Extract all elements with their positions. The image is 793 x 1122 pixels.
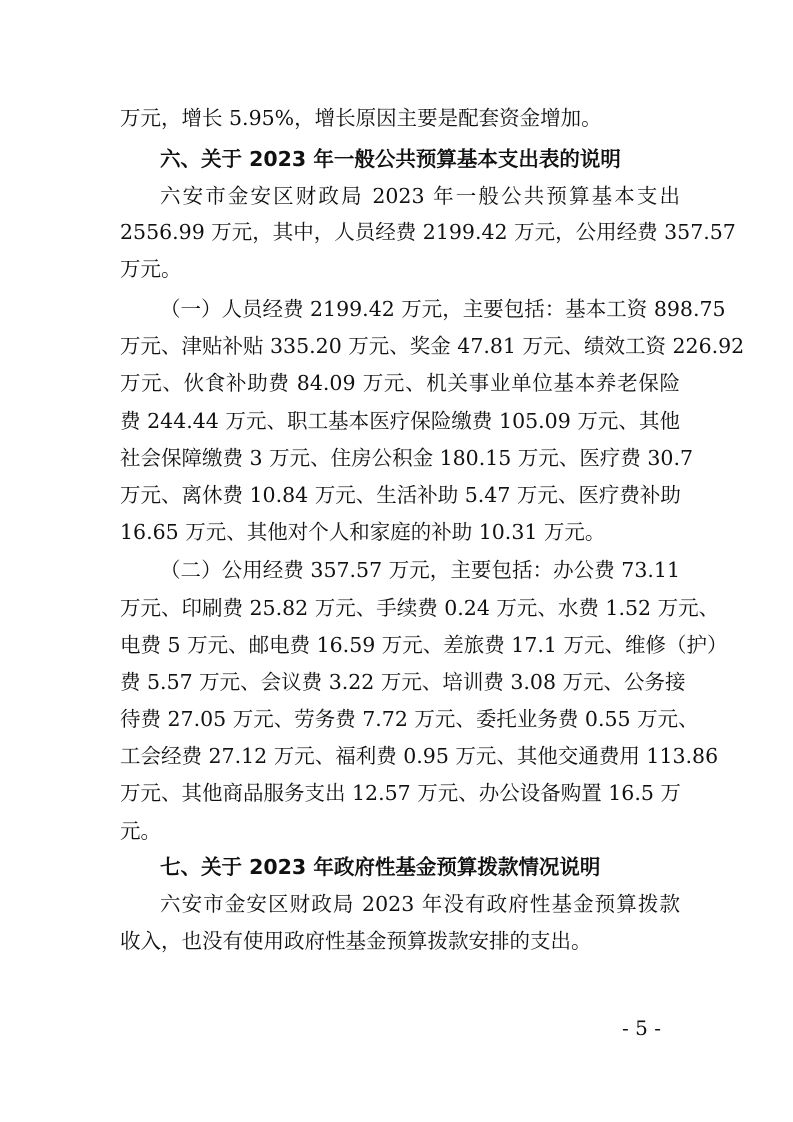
body-text-line: 万元、其他商品服务支出 12.57 万元、办公设备购置 16.5 万	[120, 781, 681, 805]
body-text-line: 六安市金安区财政局 2023 年一般公共预算基本支出	[160, 184, 680, 208]
body-text-line: 万元、离休费 10.84 万元、生活补助 5.47 万元、医疗费补助	[120, 483, 681, 507]
body-text-line: （一）人员经费 2199.42 万元，主要包括：基本工资 898.75	[160, 297, 726, 321]
section-heading-seven: 七、关于 2023 年政府性基金预算拨款情况说明	[160, 855, 601, 879]
body-text-line: 收入，也没有使用政府性基金预算拨款安排的支出。	[120, 929, 592, 953]
body-text-line: 社会保障缴费 3 万元、住房公积金 180.15 万元、医疗费 30.7	[120, 446, 693, 470]
body-text-line: 六安市金安区财政局 2023 年没有政府性基金预算拨款	[160, 892, 680, 916]
body-text-line: 万元，增长 5.95%，增长原因主要是配套资金增加。	[120, 106, 602, 130]
body-text-line: 2556.99 万元，其中，人员经费 2199.42 万元，公用经费 357.57	[120, 220, 736, 244]
body-text-line: （二）公用经费 357.57 万元，主要包括：办公费 73.11	[160, 558, 680, 582]
body-text-line: 费 244.44 万元、职工基本医疗保险缴费 105.09 万元、其他	[120, 409, 680, 433]
section-heading-six: 六、关于 2023 年一般公共预算基本支出表的说明	[160, 147, 621, 171]
body-text-line: 费 5.57 万元、会议费 3.22 万元、培训费 3.08 万元、公务接	[120, 670, 686, 694]
body-text-line: 元。	[120, 819, 161, 843]
body-text-line: 万元、印刷费 25.82 万元、手续费 0.24 万元、水费 1.52 万元、	[120, 596, 720, 620]
body-text-line: 万元、伙食补助费 84.09 万元、机关事业单位基本养老保险	[120, 371, 680, 395]
body-text-line: 万元、津贴补贴 335.20 万元、奖金 47.81 万元、绩效工资 226.92	[120, 334, 745, 358]
body-text-line: 工会经费 27.12 万元、福利费 0.95 万元、其他交通费用 113.86	[120, 744, 719, 768]
body-text-line: 电费 5 万元、邮电费 16.59 万元、差旅费 17.1 万元、维修（护）	[120, 633, 728, 657]
body-text-line: 16.65 万元、其他对个人和家庭的补助 10.31 万元。	[120, 520, 606, 544]
body-text-line: 待费 27.05 万元、劳务费 7.72 万元、委托业务费 0.55 万元、	[120, 707, 699, 731]
body-text-line: 万元。	[120, 257, 182, 281]
page-number: - 5 -	[622, 1016, 661, 1040]
